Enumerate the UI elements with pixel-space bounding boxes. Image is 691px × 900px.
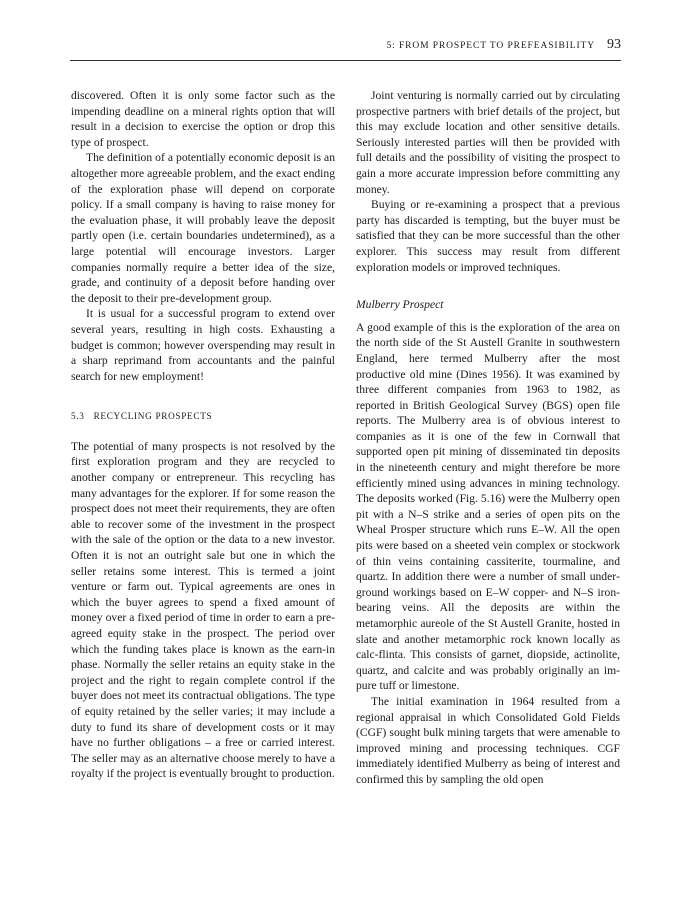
- left-column: [71, 88, 335, 782]
- paragraph: Joint venturing is normally carried out by circulating prospective partners with brief details of the project, but this may exclude location and other sensitive details. Seriously interested parties will then be provided with full details and the possibility of visiting the prospect to gain a more accurate impression before committing any money.: [356, 89, 620, 196]
- section-heading: [71, 409, 335, 425]
- paragraph: discovered. Often it is only some factor such as the impending deadline on a mineral rights option that will result in a decision to exercise the option or drop this type of prospect.: [71, 89, 335, 149]
- paragraph: It is usual for a successful program to extend over several years, resulting in high costs. Exhausting a budget is common; however overspending may result in a sharp reprimand from accountants and the painful search for new employment!: [71, 307, 335, 383]
- section-number: 5.3: [71, 411, 85, 422]
- page-number: 93: [607, 37, 621, 52]
- section-title: RECYCLING PROSPECTS: [93, 411, 213, 422]
- paragraph: A good example of this is the exploration of the area on the north side of the St Austell Granite in southwestern England, here termed Mulberry after the most productive old mine (Dines 1956). It was examined by three different companies from 1963 to 1982, as reported in British Geological Survey (BGS) open file reports. The Mulberry area is of obvious interest to companies as it is one of the few in Cornwall that supported open pit mining of disseminated tin deposits in the nineteenth century and might therefore be more efficiently mined using advances in mining technology. The deposits worked (Fig. 5.16) were the Mulberry open pit with a N–S strike and a series of open pits on the Wheal Prosper structure which runs E–W. All the open pits were based on a sheeted vein complex or stockwork of thin veins containing cassiterite, tourmaline, and quartz. In addition there were a number of small underground workings based on E–W copper- and N–S iron-bearing veins. All the deposits are within the metamorphic aureole of the St Austell Granite, hosted in slate and another metamorphic rock known locally as calc-flinta. This consists of garnet, diopside, actinolite, quartz, and calcite and was probably originally an impure tuff or limestone.: [356, 320, 620, 693]
- right-column: [356, 88, 620, 788]
- paragraph: Buying or re-examining a prospect that a previous party has discarded is tempting, but the buyer must be satisfied that they can be more successful than the other explorer. This success may result from different exploration models or improved techniques.: [356, 198, 620, 274]
- paragraph: The potential of many prospects is not resolved by the first exploration program and they are recycled to another company or entrepreneur. This recycling has many advantages for the explorer. If for some reason the prospect does not meet their requirements, they are often able to recover some of the investment in the prospect with the sale of the option or the data to a new investor. Often it is not an outright sale but one in which the seller retains some interest. This is termed a joint venture or farm out. Typical agreements are ones in which the buyer agrees to spend a fixed amount of money over a fixed period of time in order to earn a preagreed equity stake in the prospect. The period over which the funding takes place is known as the earn-in phase. Normally the seller retains an equity stake in the project and the right to regain complete control if the buyer does not meet its contractual obligations. The type of equity retained by the seller varies; it may include a duty to fund its share of development costs or it may have no further obligations – a free or carried interest. The seller may as an alternative choose merely to have a royalty if the project is eventually brought to production.: [71, 439, 335, 781]
- paragraph: The definition of a potentially economic deposit is an altogether more agreeable problem, and the exact ending of the exploration phase will depend on corporate policy. If a small company is having to raise money for the evaluation phase, it will probably leave the deposit partly open (i.e. certain boundaries undetermined), as a large potential will encourage investors. Larger companies normally require a better idea of the size, grade, and continuity of a deposit before handing over the deposit to their pre-development group.: [71, 151, 335, 305]
- subsection-heading: Mulberry Prospect: [356, 298, 444, 312]
- paragraph: The initial examination in 1964 resulted from a regional appraisal in which Consolidated Gold Fields (CGF) sought bulk mining targets that were amenable to improved mining and processing techniques. CGF immediately identified Mulberry as being of interest and confirmed this by sampling the old open: [356, 694, 620, 786]
- running-title: 5: FROM PROSPECT TO PREFEASIBILITY: [386, 41, 595, 51]
- header-rule: [70, 60, 621, 61]
- running-head: [386, 37, 621, 53]
